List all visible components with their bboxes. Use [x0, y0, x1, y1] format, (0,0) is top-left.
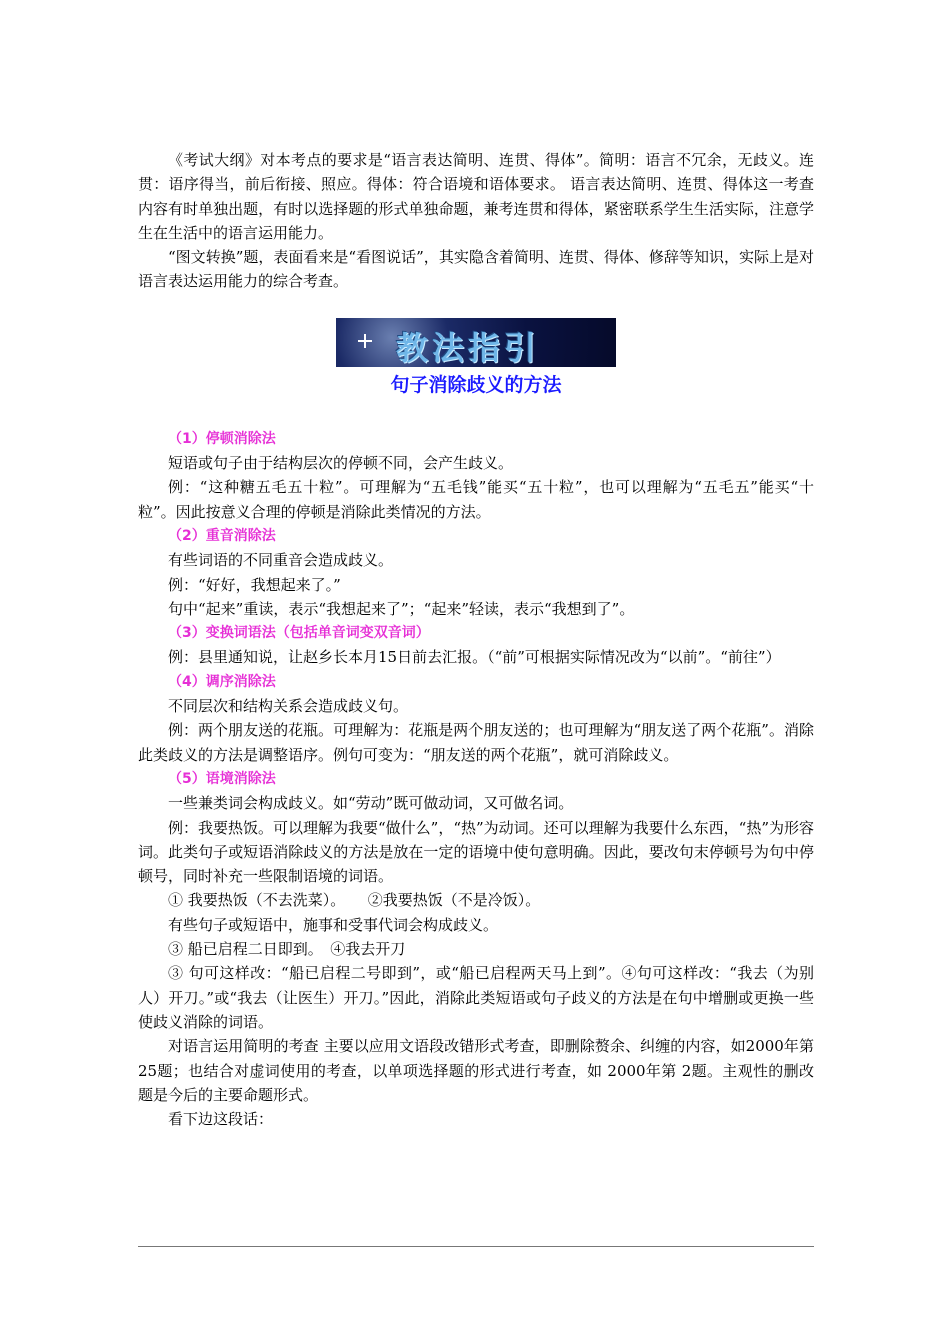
method-context-line-5: ③ 船已启程二日即到。 ④我去开刀	[168, 940, 406, 959]
method-pause-line-2: 例：“这种糖五毛五十粒”。可理解为“五毛钱”能买“五十粒”，也可以理解为“五毛五”能买“十粒”。因此按意义合理的停顿是消除此类情况的方法。	[138, 478, 814, 521]
method-context-line-1: 一些兼类词会构成歧义。如“劳动”既可做动词，又可做名词。	[168, 794, 574, 813]
method-word-change-line-1: 例：县里通知说，让赵乡长本月15日前去汇报。（“前”可根据实际情况改为“以前”。“前往”）	[168, 648, 781, 667]
intro-paragraph-2: “图文转换”题，表面看来是“看图说话”，其实隐含着简明、连贯、得体、修辞等知识，实际上是对语言表达运用能力的综合考查。	[138, 248, 814, 291]
footer-rule	[138, 1246, 814, 1247]
method-context-line-7: 对语言运用简明的考查 主要以应用文语段改错形式考查，即删除赘余、纠缠的内容，如2000年第 25题；也结合对虚词使用的考查，以单项选择题的形式进行考查，如 2000年第 2题。主观性的删改题是今后的主要命题形式。	[138, 1037, 814, 1104]
banner-text: 教法指引	[396, 328, 541, 367]
method-context-line-4: 有些句子或短语中，施事和受事代词会构成歧义。	[168, 915, 499, 934]
method-reorder-line-1: 不同层次和结构关系会造成歧义句。	[168, 697, 409, 716]
document-page	[138, 148, 814, 1131]
method-pause-line-1: 短语或句子由于结构层次的停顿不同，会产生歧义。	[168, 454, 514, 473]
method-heading-pause: （1）停顿消除法	[168, 430, 276, 447]
method-stress-line-2: 例：“好好，我想起来了。”	[168, 575, 341, 594]
method-context-line-6: ③ 句可这样改：“船已启程二号即到”，或“船已启程两天马上到”。④句可这样改：“我去（为别人）开刀。”或“我去（让医生）开刀。”因此，消除此类短语或句子歧义的方法是在句中增删或更换一些使歧义消除的词语。	[138, 964, 814, 1031]
method-stress-line-1: 有些词语的不同重音会造成歧义。	[168, 551, 394, 570]
method-context-line-3: ① 我要热饭（不去洗菜）。 ②我要热饭（不是冷饭）。	[168, 891, 541, 910]
teaching-guide-banner	[336, 318, 616, 367]
method-context-line-8: 看下边这段话：	[168, 1110, 274, 1129]
banner-container	[138, 318, 814, 371]
method-heading-stress: （2）重音消除法	[168, 527, 276, 544]
section-title: 句子消除歧义的方法	[390, 373, 562, 396]
method-context-line-2: 例：我要热饭。可以理解为我要“做什么”，“热”为动词。还可以理解为我要什么东西，“热”为形容词。此类句子或短语消除歧义的方法是放在一定的语境中使句意明确。因此，要改句末停顿号为句中停顿号，同时补充一些限制语境的词语。	[138, 818, 815, 886]
method-reorder-line-2: 例：两个朋友送的花瓶。可理解为：花瓶是两个朋友送的；也可理解为“朋友送了两个花瓶”。消除此类歧义的方法是调整语序。例句可变为：“朋友送的两个花瓶”，就可消除歧义。	[138, 721, 814, 764]
star-icon	[358, 334, 372, 348]
method-heading-context: （5）语境消除法	[168, 770, 276, 787]
intro-paragraph-1: 《考试大纲》对本考点的要求是“语言表达简明、连贯、得体”。简明：语言不冗余，无歧义。连贯：语序得当，前后衔接、照应。得体：符合语境和语体要求。 语言表达简明、连贯、得体这一考查内容有时单独出题，有时以选择题的形式单独命题，兼考连贯和得体，紧密联系学生生活实际，注意学生在生活中的语言运用能力。	[138, 151, 814, 242]
method-heading-reorder: （4）调序消除法	[168, 673, 276, 690]
method-heading-word-change: （3）变换词语法（包括单音词变双音词）	[168, 625, 430, 642]
method-stress-line-3: 句中“起来”重读，表示“我想起来了”；“起来”轻读，表示“我想到了”。	[168, 599, 635, 618]
